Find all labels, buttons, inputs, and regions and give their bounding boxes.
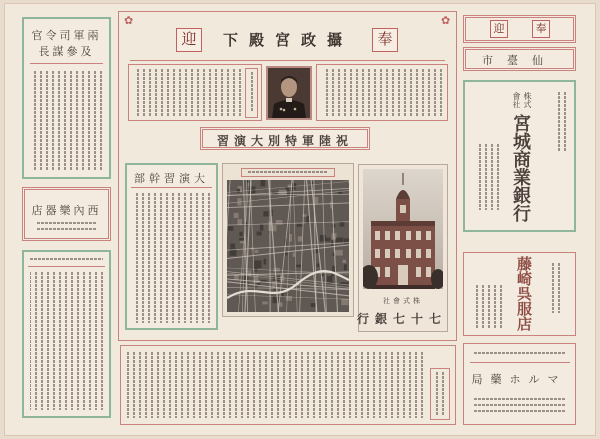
schedule-table-body xyxy=(30,272,103,410)
bottom-notices-fine-print xyxy=(127,352,423,418)
pharmacy-ad xyxy=(463,343,576,425)
fujisaki-right-fine-print xyxy=(548,263,560,313)
left-notice-fine-print xyxy=(133,69,241,117)
welcome-first-char-box: 奉 xyxy=(372,28,398,52)
staff-fine-print xyxy=(133,193,210,323)
commanders-title-line1: 兩軍司令官 xyxy=(31,29,102,42)
city-map xyxy=(227,180,349,312)
fujisaki-ad xyxy=(463,252,576,336)
schedule-table-box xyxy=(22,250,111,418)
right-welcome-last-char: 迎 xyxy=(490,20,508,38)
bank77-prefix: 株式會社 xyxy=(383,297,423,305)
bottom-notices-side-box xyxy=(430,368,450,420)
music-store-name: 西內樂器店 xyxy=(31,204,102,217)
regent-title: 攝政宮殿下 xyxy=(222,31,353,49)
bottom-notices-box xyxy=(120,345,456,425)
divider xyxy=(30,63,103,64)
commanders-box xyxy=(22,17,111,179)
left-notice-side-box xyxy=(245,68,258,118)
pharmacy-name: マルホ藥局 xyxy=(471,373,567,386)
side-box-fine-print xyxy=(435,372,444,416)
fujisaki-left-fine-print xyxy=(474,285,502,329)
map-caption-box xyxy=(241,168,335,177)
divider xyxy=(130,60,445,61)
portrait-photo xyxy=(268,68,310,118)
miyagi-bank-name: 宮城商業銀行 xyxy=(510,114,531,222)
bank-building-photo xyxy=(363,169,443,289)
fujisaki-name: 藤崎呉服店 xyxy=(515,256,533,331)
right-welcome-banner xyxy=(463,15,576,43)
pharmacy-fine-print xyxy=(474,398,566,414)
miyagi-bank-ad xyxy=(463,80,576,232)
divider xyxy=(28,266,105,267)
divider xyxy=(131,187,212,188)
commanders-title-line2: 及參謀長 xyxy=(38,45,95,58)
miyagi-bank-prefix: 株式會社 xyxy=(512,92,532,108)
schedule-table-header xyxy=(30,258,103,262)
right-notice-block xyxy=(316,64,448,121)
music-store-ad xyxy=(22,187,111,241)
bank-address-fine-print xyxy=(557,92,566,152)
staff-header: 大演習幹部 xyxy=(134,172,209,185)
staff-box xyxy=(125,163,218,330)
bank-phone-fine-print xyxy=(475,144,499,210)
commanders-fine-print xyxy=(32,71,102,171)
divider xyxy=(470,362,570,363)
maneuver-banner xyxy=(200,127,370,150)
city-name: 仙臺市 xyxy=(482,54,557,67)
bank77-ad xyxy=(358,164,448,332)
side-box-fine-print xyxy=(249,72,253,112)
bank77-name: 七十七銀行 xyxy=(356,312,447,326)
music-store-fine-print xyxy=(37,222,96,232)
right-welcome-first-char: 奉 xyxy=(532,20,550,38)
corner-ornament xyxy=(124,15,133,26)
corner-ornament xyxy=(441,15,450,26)
map-caption xyxy=(248,171,328,174)
map-frame xyxy=(222,163,354,317)
pharmacy-date-line xyxy=(474,352,566,356)
regent-portrait xyxy=(266,66,312,120)
maneuver-banner-text: 祝陸軍特別大演習 xyxy=(216,134,353,148)
city-banner xyxy=(463,47,576,71)
left-notice-block xyxy=(128,64,262,121)
welcome-last-char-box: 迎 xyxy=(176,28,202,52)
right-notice-fine-print xyxy=(322,69,442,117)
